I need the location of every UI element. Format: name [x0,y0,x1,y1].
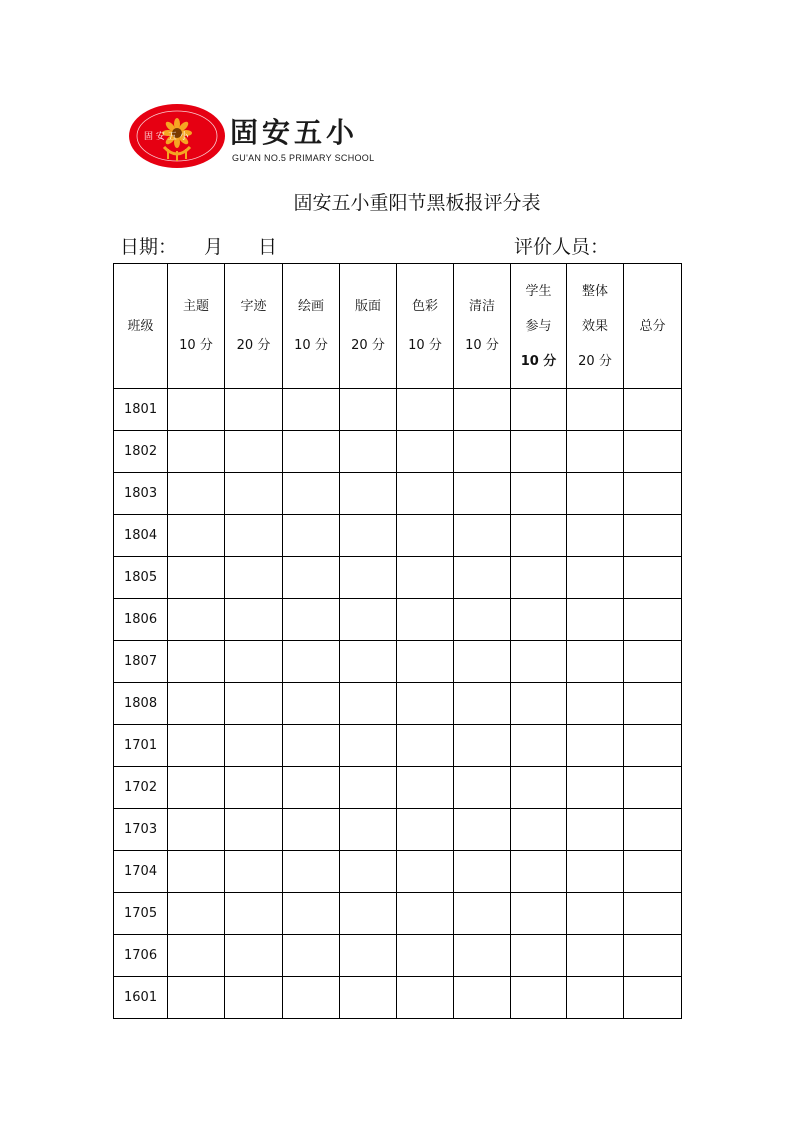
theme-score-cell[interactable] [168,431,225,473]
theme-score-cell[interactable] [168,515,225,557]
handwriting-score-cell[interactable] [225,935,283,977]
color-score-cell[interactable] [397,473,454,515]
score-table-body [114,389,682,1019]
layout-score-cell[interactable] [340,851,397,893]
header-theme: 主题 10 分 [168,264,225,389]
table-row [114,977,682,1019]
total-score-cell[interactable] [624,515,682,557]
overall-effect-score-cell[interactable] [567,599,624,641]
school-name-en: GU'AN NO.5 PRIMARY SCHOOL [232,153,375,163]
table-row [114,599,682,641]
drawing-score-cell[interactable] [283,599,340,641]
overall-effect-score-cell[interactable] [567,473,624,515]
overall-effect-score-cell[interactable] [567,515,624,557]
handwriting-score-cell[interactable] [225,431,283,473]
total-score-cell[interactable] [624,893,682,935]
theme-score-cell[interactable] [168,599,225,641]
overall-effect-score-cell[interactable] [567,935,624,977]
color-score-cell[interactable] [397,935,454,977]
layout-score-cell[interactable] [340,389,397,431]
layout-score-cell[interactable] [340,809,397,851]
handwriting-score-cell[interactable] [225,725,283,767]
overall-effect-score-cell[interactable] [567,431,624,473]
theme-score-cell[interactable] [168,641,225,683]
color-score-cell[interactable] [397,977,454,1019]
participation-score-cell[interactable] [511,641,567,683]
total-score-cell[interactable] [624,809,682,851]
theme-score-cell[interactable] [168,683,225,725]
color-score-cell[interactable] [397,851,454,893]
cleanliness-score-cell[interactable] [454,851,511,893]
handwriting-score-cell[interactable] [225,473,283,515]
table-row [114,515,682,557]
drawing-score-cell[interactable] [283,935,340,977]
date-field [120,232,277,259]
svg-text:固 安 五 小: 固 安 五 小 [144,132,189,142]
cleanliness-score-cell[interactable] [454,473,511,515]
cleanliness-score-cell[interactable] [454,767,511,809]
color-score-cell[interactable] [397,893,454,935]
participation-score-cell[interactable] [511,389,567,431]
cleanliness-score-cell[interactable] [454,599,511,641]
class-number-cell: 1806 [114,599,168,641]
class-number-cell: 1808 [114,683,168,725]
color-score-cell[interactable] [397,641,454,683]
cleanliness-score-cell[interactable] [454,431,511,473]
drawing-score-cell[interactable] [283,809,340,851]
color-score-cell[interactable] [397,725,454,767]
table-row [114,557,682,599]
table-row [114,767,682,809]
class-number-cell: 1601 [114,977,168,1019]
layout-score-cell[interactable] [340,767,397,809]
overall-effect-score-cell[interactable] [567,557,624,599]
handwriting-score-cell[interactable] [225,515,283,557]
participation-score-cell[interactable] [511,893,567,935]
theme-score-cell[interactable] [168,473,225,515]
class-number-cell: 1804 [114,515,168,557]
drawing-score-cell[interactable] [283,851,340,893]
school-badge-icon [128,103,226,169]
total-score-cell[interactable] [624,473,682,515]
drawing-score-cell[interactable] [283,977,340,1019]
day-label: 日 [258,236,278,258]
participation-score-cell[interactable] [511,473,567,515]
color-score-cell[interactable] [397,767,454,809]
overall-effect-score-cell[interactable] [567,683,624,725]
layout-score-cell[interactable] [340,515,397,557]
class-number-cell: 1705 [114,893,168,935]
handwriting-score-cell[interactable] [225,767,283,809]
table-row [114,725,682,767]
participation-score-cell[interactable] [511,683,567,725]
table-row [114,473,682,515]
color-score-cell[interactable] [397,557,454,599]
layout-score-cell[interactable] [340,599,397,641]
class-number-cell: 1704 [114,851,168,893]
cleanliness-score-cell[interactable] [454,641,511,683]
table-row [114,893,682,935]
cleanliness-score-cell[interactable] [454,725,511,767]
page-title: 固安五小重阳节黑板报评分表 [293,192,541,214]
layout-score-cell[interactable] [340,977,397,1019]
cleanliness-score-cell[interactable] [454,809,511,851]
drawing-score-cell[interactable] [283,515,340,557]
cleanliness-score-cell[interactable] [454,557,511,599]
total-score-cell[interactable] [624,641,682,683]
layout-score-cell[interactable] [340,683,397,725]
table-row [114,683,682,725]
total-score-cell[interactable] [624,977,682,1019]
overall-effect-score-cell[interactable] [567,725,624,767]
month-label: 月 [204,236,224,258]
cleanliness-score-cell[interactable] [454,977,511,1019]
table-row [114,389,682,431]
overall-effect-score-cell[interactable] [567,893,624,935]
table-row [114,851,682,893]
participation-score-cell[interactable] [511,851,567,893]
school-name-cn: 固安五小 [230,116,359,149]
layout-score-cell[interactable] [340,473,397,515]
total-score-cell[interactable] [624,851,682,893]
score-table [113,263,682,1019]
header-color: 色彩 10 分 [397,264,454,389]
table-header-row [114,264,682,389]
total-score-cell[interactable] [624,389,682,431]
class-number-cell: 1706 [114,935,168,977]
table-row [114,641,682,683]
table-row [114,935,682,977]
drawing-score-cell[interactable] [283,557,340,599]
header-layout: 版面 20 分 [340,264,397,389]
overall-effect-score-cell[interactable] [567,977,624,1019]
participation-score-cell[interactable] [511,431,567,473]
participation-score-cell[interactable] [511,809,567,851]
total-score-cell[interactable] [624,935,682,977]
drawing-score-cell[interactable] [283,641,340,683]
layout-score-cell[interactable] [340,641,397,683]
class-number-cell: 1807 [114,641,168,683]
color-score-cell[interactable] [397,599,454,641]
participation-score-cell[interactable] [511,515,567,557]
handwriting-score-cell[interactable] [225,557,283,599]
overall-effect-score-cell[interactable] [567,641,624,683]
header-class: 班级 [114,264,168,389]
participation-score-cell[interactable] [511,557,567,599]
handwriting-score-cell[interactable] [225,977,283,1019]
drawing-score-cell[interactable] [283,473,340,515]
drawing-score-cell[interactable] [283,389,340,431]
drawing-score-cell[interactable] [283,893,340,935]
table-row [114,809,682,851]
theme-score-cell[interactable] [168,851,225,893]
theme-score-cell[interactable] [168,809,225,851]
header-total: 总分 [624,264,682,389]
participation-score-cell[interactable] [511,725,567,767]
color-score-cell[interactable] [397,683,454,725]
handwriting-score-cell[interactable] [225,599,283,641]
participation-score-cell[interactable] [511,767,567,809]
theme-score-cell[interactable] [168,893,225,935]
overall-effect-score-cell[interactable] [567,851,624,893]
handwriting-score-cell[interactable] [225,893,283,935]
table-row [114,431,682,473]
handwriting-score-cell[interactable] [225,851,283,893]
cleanliness-score-cell[interactable] [454,389,511,431]
date-label: 日期： [120,236,178,258]
layout-score-cell[interactable] [340,935,397,977]
color-score-cell[interactable] [397,515,454,557]
cleanliness-score-cell[interactable] [454,935,511,977]
drawing-score-cell[interactable] [283,725,340,767]
cleanliness-score-cell[interactable] [454,683,511,725]
color-score-cell[interactable] [397,431,454,473]
handwriting-score-cell[interactable] [225,683,283,725]
layout-score-cell[interactable] [340,431,397,473]
class-number-cell: 1703 [114,809,168,851]
total-score-cell[interactable] [624,725,682,767]
header-handwriting: 字迹 20 分 [225,264,283,389]
drawing-score-cell[interactable] [283,767,340,809]
total-score-cell[interactable] [624,767,682,809]
total-score-cell[interactable] [624,599,682,641]
theme-score-cell[interactable] [168,935,225,977]
header-participation: 学生 参与 10 分 [511,264,567,389]
theme-score-cell[interactable] [168,389,225,431]
participation-score-cell[interactable] [511,599,567,641]
header-overall-effect: 整体 效果 20 分 [567,264,624,389]
drawing-score-cell[interactable] [283,683,340,725]
class-number-cell: 1701 [114,725,168,767]
theme-score-cell[interactable] [168,557,225,599]
color-score-cell[interactable] [397,389,454,431]
overall-effect-score-cell[interactable] [567,767,624,809]
school-logo [128,103,375,173]
layout-score-cell[interactable] [340,557,397,599]
header-drawing: 绘画 10 分 [283,264,340,389]
participation-score-cell[interactable] [511,977,567,1019]
total-score-cell[interactable] [624,557,682,599]
theme-score-cell[interactable] [168,767,225,809]
header-cleanliness: 清洁 10 分 [454,264,511,389]
total-score-cell[interactable] [624,683,682,725]
class-number-cell: 1803 [114,473,168,515]
class-number-cell: 1802 [114,431,168,473]
class-number-cell: 1801 [114,389,168,431]
handwriting-score-cell[interactable] [225,809,283,851]
total-score-cell[interactable] [624,431,682,473]
theme-score-cell[interactable] [168,725,225,767]
cleanliness-score-cell[interactable] [454,515,511,557]
overall-effect-score-cell[interactable] [567,809,624,851]
overall-effect-score-cell[interactable] [567,389,624,431]
evaluator-label: 评价人员： [514,236,610,258]
class-number-cell: 1805 [114,557,168,599]
color-score-cell[interactable] [397,809,454,851]
layout-score-cell[interactable] [340,725,397,767]
participation-score-cell[interactable] [511,935,567,977]
handwriting-score-cell[interactable] [225,641,283,683]
handwriting-score-cell[interactable] [225,389,283,431]
drawing-score-cell[interactable] [283,431,340,473]
theme-score-cell[interactable] [168,977,225,1019]
layout-score-cell[interactable] [340,893,397,935]
cleanliness-score-cell[interactable] [454,893,511,935]
class-number-cell: 1702 [114,767,168,809]
